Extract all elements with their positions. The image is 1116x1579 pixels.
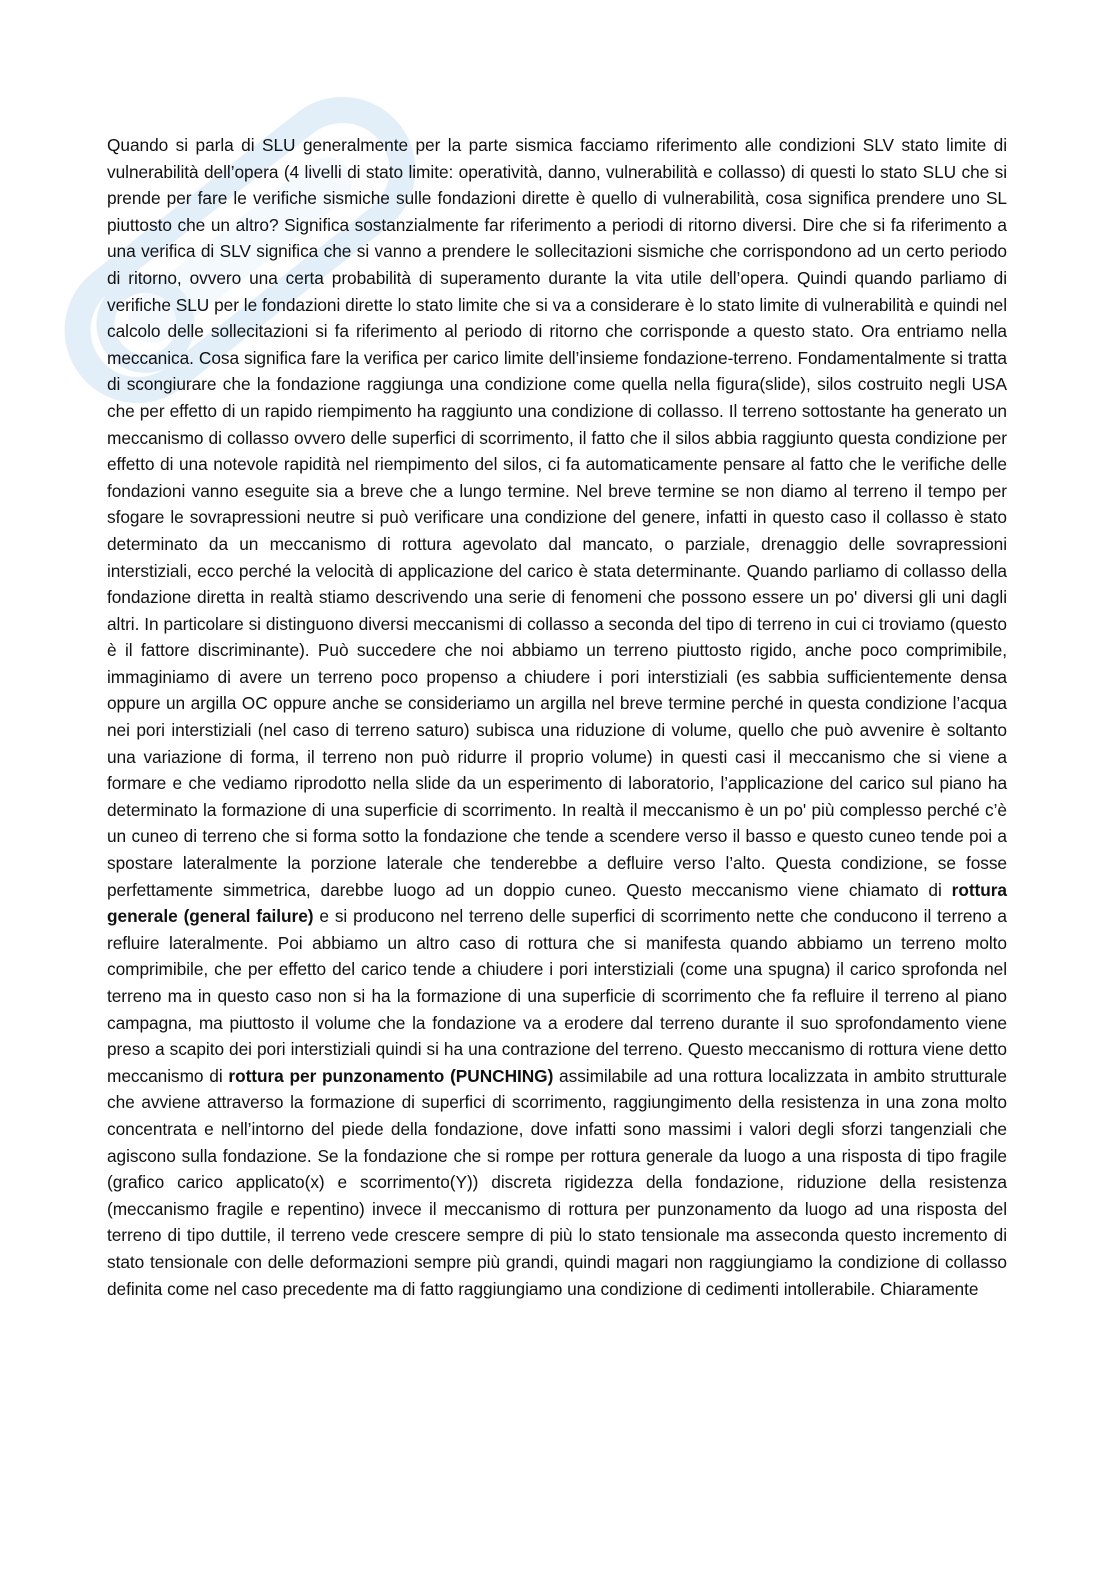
- body-text-segment: Quando si parla di SLU generalmente per la parte sismica facciamo riferimento alle condizioni SLV stato limite di vulnerabilità dell’opera (4 livelli di stato limite: operatività, danno, vulnerabilità e collasso) di questi lo stato SLU che si prende per fare le verifiche sismiche sulle fondazioni dirette è quello di vulnerabilità, cosa significa prendere uno SL piuttosto che un altro? Significa sostanzialmente far riferimento a periodi di ritorno diversi. Dire che si fa riferimento a una verifica di SLV significa che si vanno a prendere le sollecitazioni sismiche che corrispondono ad un certo periodo di ritorno, ovvero una certa probabilità di superamento durante la vita utile dell’opera. Quindi quando parliamo di verifiche SLU per le fondazioni dirette lo stato limite che si va a considerare è lo stato limite di vulnerabilità e quindi nel calcolo delle sollecitazioni si fa riferimento al periodo di ritorno che corrisponde a questo stato. Ora entriamo nella meccanica. Cosa significa fare la verifica per carico limite dell’insieme fondazione-terreno. Fondamentalmente si tratta di scongiurare che la fondazione raggiunga una condizione come quella nella figura(slide), silos costruito negli USA che per effetto di un rapido riempimento ha raggiunto una condizione di collasso. Il terreno sottostante ha generato un meccanismo di collasso ovvero delle superfici di scorrimento, il fatto che il silos abbia raggiunto questa condizione per effetto di una notevole rapidità nel riempimento del silos, ci fa automaticamente pensare al fatto che le verifiche delle fondazioni vanno eseguite sia a breve che a lungo termine. Nel breve termine se non diamo al terreno il tempo per sfogare le sovrapressioni neutre si può verificare una condizione del genere, infatti in questo caso il collasso è stato determinato da un meccanismo di rottura agevolato dal mancato, o parziale, drenaggio delle sovrapressioni interstiziali, ecco perché la velocità di applicazione del carico è stata determinante. Quando parliamo di collasso della fondazione diretta in realtà stiamo descrivendo una serie di fenomeni che possono essere un po' diversi gli uni dagli altri. In particolare si distinguono diversi meccanismi di collasso a seconda del tipo di terreno in cui ci troviamo (questo è il fattore discriminante). Può succedere che noi abbiamo un terreno piuttosto rigido, anche poco comprimibile, immaginiamo di avere un terreno poco propenso a chiudere i pori interstiziali (es sabbia sufficientemente densa oppure un argilla OC oppure anche se consideriamo un argilla nel breve termine perché in questa condizione l’acqua nei pori interstiziali (nel caso di terreno saturo) subisca una riduzione di volume, quello che può avvenire è soltanto una variazione di forma, il terreno non può ridurre il proprio volume) in questi casi il meccanismo che si viene a formare e che vediamo riprodotto nella slide da un esperimento di laboratorio, l’applicazione del carico sul piano ha determinato la formazione di una superficie di scorrimento. In realtà il meccanismo è un po' più complesso perché c’è un cuneo di terreno che si forma sotto la fondazione che tende a scendere verso il basso e questo cuneo tende poi a spostare lateralmente la porzione laterale che tenderebbe a defluire verso l’alto. Questa condizione, se fosse perfettamente simmetrica, darebbe luogo ad un doppio cuneo. Questo meccanismo viene chiamato di: [107, 135, 1007, 900]
- body-text-segment: e si producono nel terreno delle superfici di scorrimento nette che conducono il terreno a refluire lateralmente. Poi abbiamo un altro caso di rottura che si manifesta quando abbiamo un terreno molto comprimibile, che per effetto del carico tende a chiudere i pori interstiziali (come una spugna) il carico sprofonda nel terreno ma in questo caso non si ha la formazione di una superficie di scorrimento che fa refluire il terreno al piano campagna, ma piuttosto il volume che la fondazione va a erodere dal terreno durante il suo sprofondamento viene preso a scapito dei pori interstiziali quindi si ha una contrazione del terreno. Questo meccanismo di rottura viene detto meccanismo di: [107, 906, 1007, 1086]
- bold-term-general-failure: rottura generale (general failure): [107, 879, 1007, 927]
- bold-term-punching: rottura per punzonamento (PUNCHING): [228, 1065, 554, 1086]
- body-text-segment: assimilabile ad una rottura localizzata in ambito strutturale che avviene attraverso la formazione di superfici di scorrimento, raggiungimento della resistenza in una zona molto concentrata e nell’intorno del piede della fondazione, dove infatti sono massimi i valori degli sforzi tangenziali che agiscono sulla fondazione. Se la fondazione che si rompe per rottura generale da luogo a una risposta di tipo fragile (grafico carico applicato(x) e scorrimento(Y)) discreta rigidezza della fondazione, riduzione della resistenza (meccanismo fragile e repentino) invece il meccanismo di rottura per punzonamento da luogo ad una risposta del terreno di tipo duttile, il terreno vede crescere sempre di più lo stato tensionale ma asseconda questo incremento di stato tensionale con delle deformazioni sempre più grandi, quindi magari non raggiungiamo la condizione di collasso definita come nel caso precedente ma di fatto raggiungiamo una condizione di cedimenti intollerabile. Chiaramente: [107, 1065, 1007, 1299]
- document-paragraph: [107, 132, 1007, 1302]
- document-body: [107, 132, 1007, 1302]
